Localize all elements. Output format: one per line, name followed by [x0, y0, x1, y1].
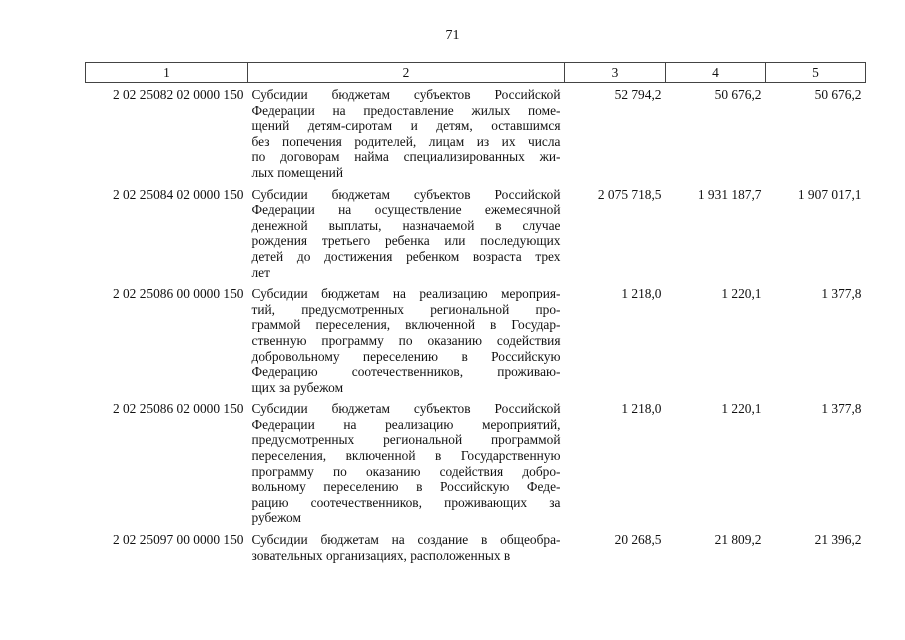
description-line: граммой переселения, включенной в Государ-	[251, 317, 561, 333]
table-header-row	[86, 63, 866, 83]
amount-column-5: 1 377,8	[821, 286, 862, 302]
column-header-5: 5	[766, 63, 866, 83]
income-description	[248, 397, 565, 528]
description-line: добровольному переселению в Российскую	[251, 348, 561, 364]
column-header-3: 3	[565, 63, 666, 83]
amount-column-4: 21 809,2	[714, 532, 762, 548]
description-line: вольному переселению в Российскую Феде-	[251, 479, 561, 495]
description-line: предусмотренных региональной программой	[251, 432, 561, 448]
description-line: переселения, включенной в Государственную	[251, 448, 561, 464]
budget-code: 2 02 25097 00 0000 150	[112, 532, 244, 548]
income-description	[248, 183, 565, 283]
table-row	[86, 528, 866, 565]
description-line: Субсидии бюджетам на реализацию мероприя-	[251, 286, 561, 302]
description-line: рождения третьего ребенка или последующих	[251, 233, 561, 249]
table-row	[86, 397, 866, 528]
income-description	[248, 83, 565, 183]
amount-column-4: 50 676,2	[714, 87, 762, 102]
description-line: щений детям-сиротам и детям, оставшимся	[251, 118, 561, 134]
description-line: щих за рубежом	[251, 379, 344, 395]
description-line: Субсидии бюджетам субъектов Российской	[251, 87, 561, 102]
description-line: Федерации на осуществление ежемесячной	[251, 202, 561, 218]
budget-code: 2 02 25082 02 0000 150	[112, 87, 244, 102]
column-header-1: 1	[86, 63, 248, 83]
amount-column-4: 1 220,1	[721, 401, 762, 417]
table-row	[86, 183, 866, 283]
budget-code: 2 02 25086 00 0000 150	[112, 286, 244, 302]
column-header-4: 4	[666, 63, 766, 83]
amount-column-4: 1 931 187,7	[697, 186, 762, 202]
budget-table	[85, 62, 866, 565]
budget-code: 2 02 25086 02 0000 150	[112, 401, 244, 417]
amount-column-5: 1 377,8	[821, 401, 862, 417]
description-line: Субсидии бюджетам субъектов Российской	[251, 186, 561, 202]
description-line: Субсидии бюджетам субъектов Российской	[251, 401, 561, 417]
description-line: Федерации на реализацию мероприятий,	[251, 416, 561, 432]
description-line: Субсидии бюджетам на создание в общеобра-	[251, 532, 561, 548]
description-line: лых помещений	[251, 164, 343, 180]
page-number: 71	[445, 28, 460, 43]
description-line: по договорам найма специализированных жи-	[251, 149, 561, 165]
budget-code: 2 02 25084 02 0000 150	[112, 186, 244, 202]
column-header-2: 2	[248, 63, 565, 83]
table-row	[86, 83, 866, 183]
description-line: Федерации на предоставление жилых поме-	[251, 102, 561, 118]
description-line: зовательных организациях, расположенных в	[251, 547, 511, 563]
description-line: детей до достижения ребенком возраста трех	[251, 248, 561, 264]
amount-column-5: 21 396,2	[814, 532, 862, 548]
description-line: Федерацию соотечественников, проживаю-	[251, 364, 561, 380]
amount-column-3: 52 794,2	[614, 87, 662, 102]
amount-column-3: 20 268,5	[614, 532, 662, 548]
description-line: рацию соотечественников, проживающих за	[251, 494, 561, 510]
description-line: лет	[251, 264, 270, 280]
amount-column-3: 2 075 718,5	[597, 186, 662, 202]
description-line: денежной выплаты, назначаемой в случае	[251, 217, 561, 233]
description-line: без попечения родителей, лицам из их числа	[251, 133, 561, 149]
income-description	[248, 528, 565, 565]
amount-column-3: 1 218,0	[621, 401, 662, 417]
amount-column-4: 1 220,1	[721, 286, 762, 302]
amount-column-3: 1 218,0	[621, 286, 662, 302]
description-line: рубежом	[251, 510, 301, 526]
amount-column-5: 1 907 017,1	[797, 186, 862, 202]
amount-column-5: 50 676,2	[814, 87, 862, 102]
income-description	[248, 282, 565, 397]
description-line: программу по оказанию содействия добро-	[251, 463, 561, 479]
description-line: тий, предусмотренных региональной про-	[251, 301, 561, 317]
description-line: ственную программу по оказанию содействия	[251, 332, 561, 348]
table-row	[86, 282, 866, 397]
